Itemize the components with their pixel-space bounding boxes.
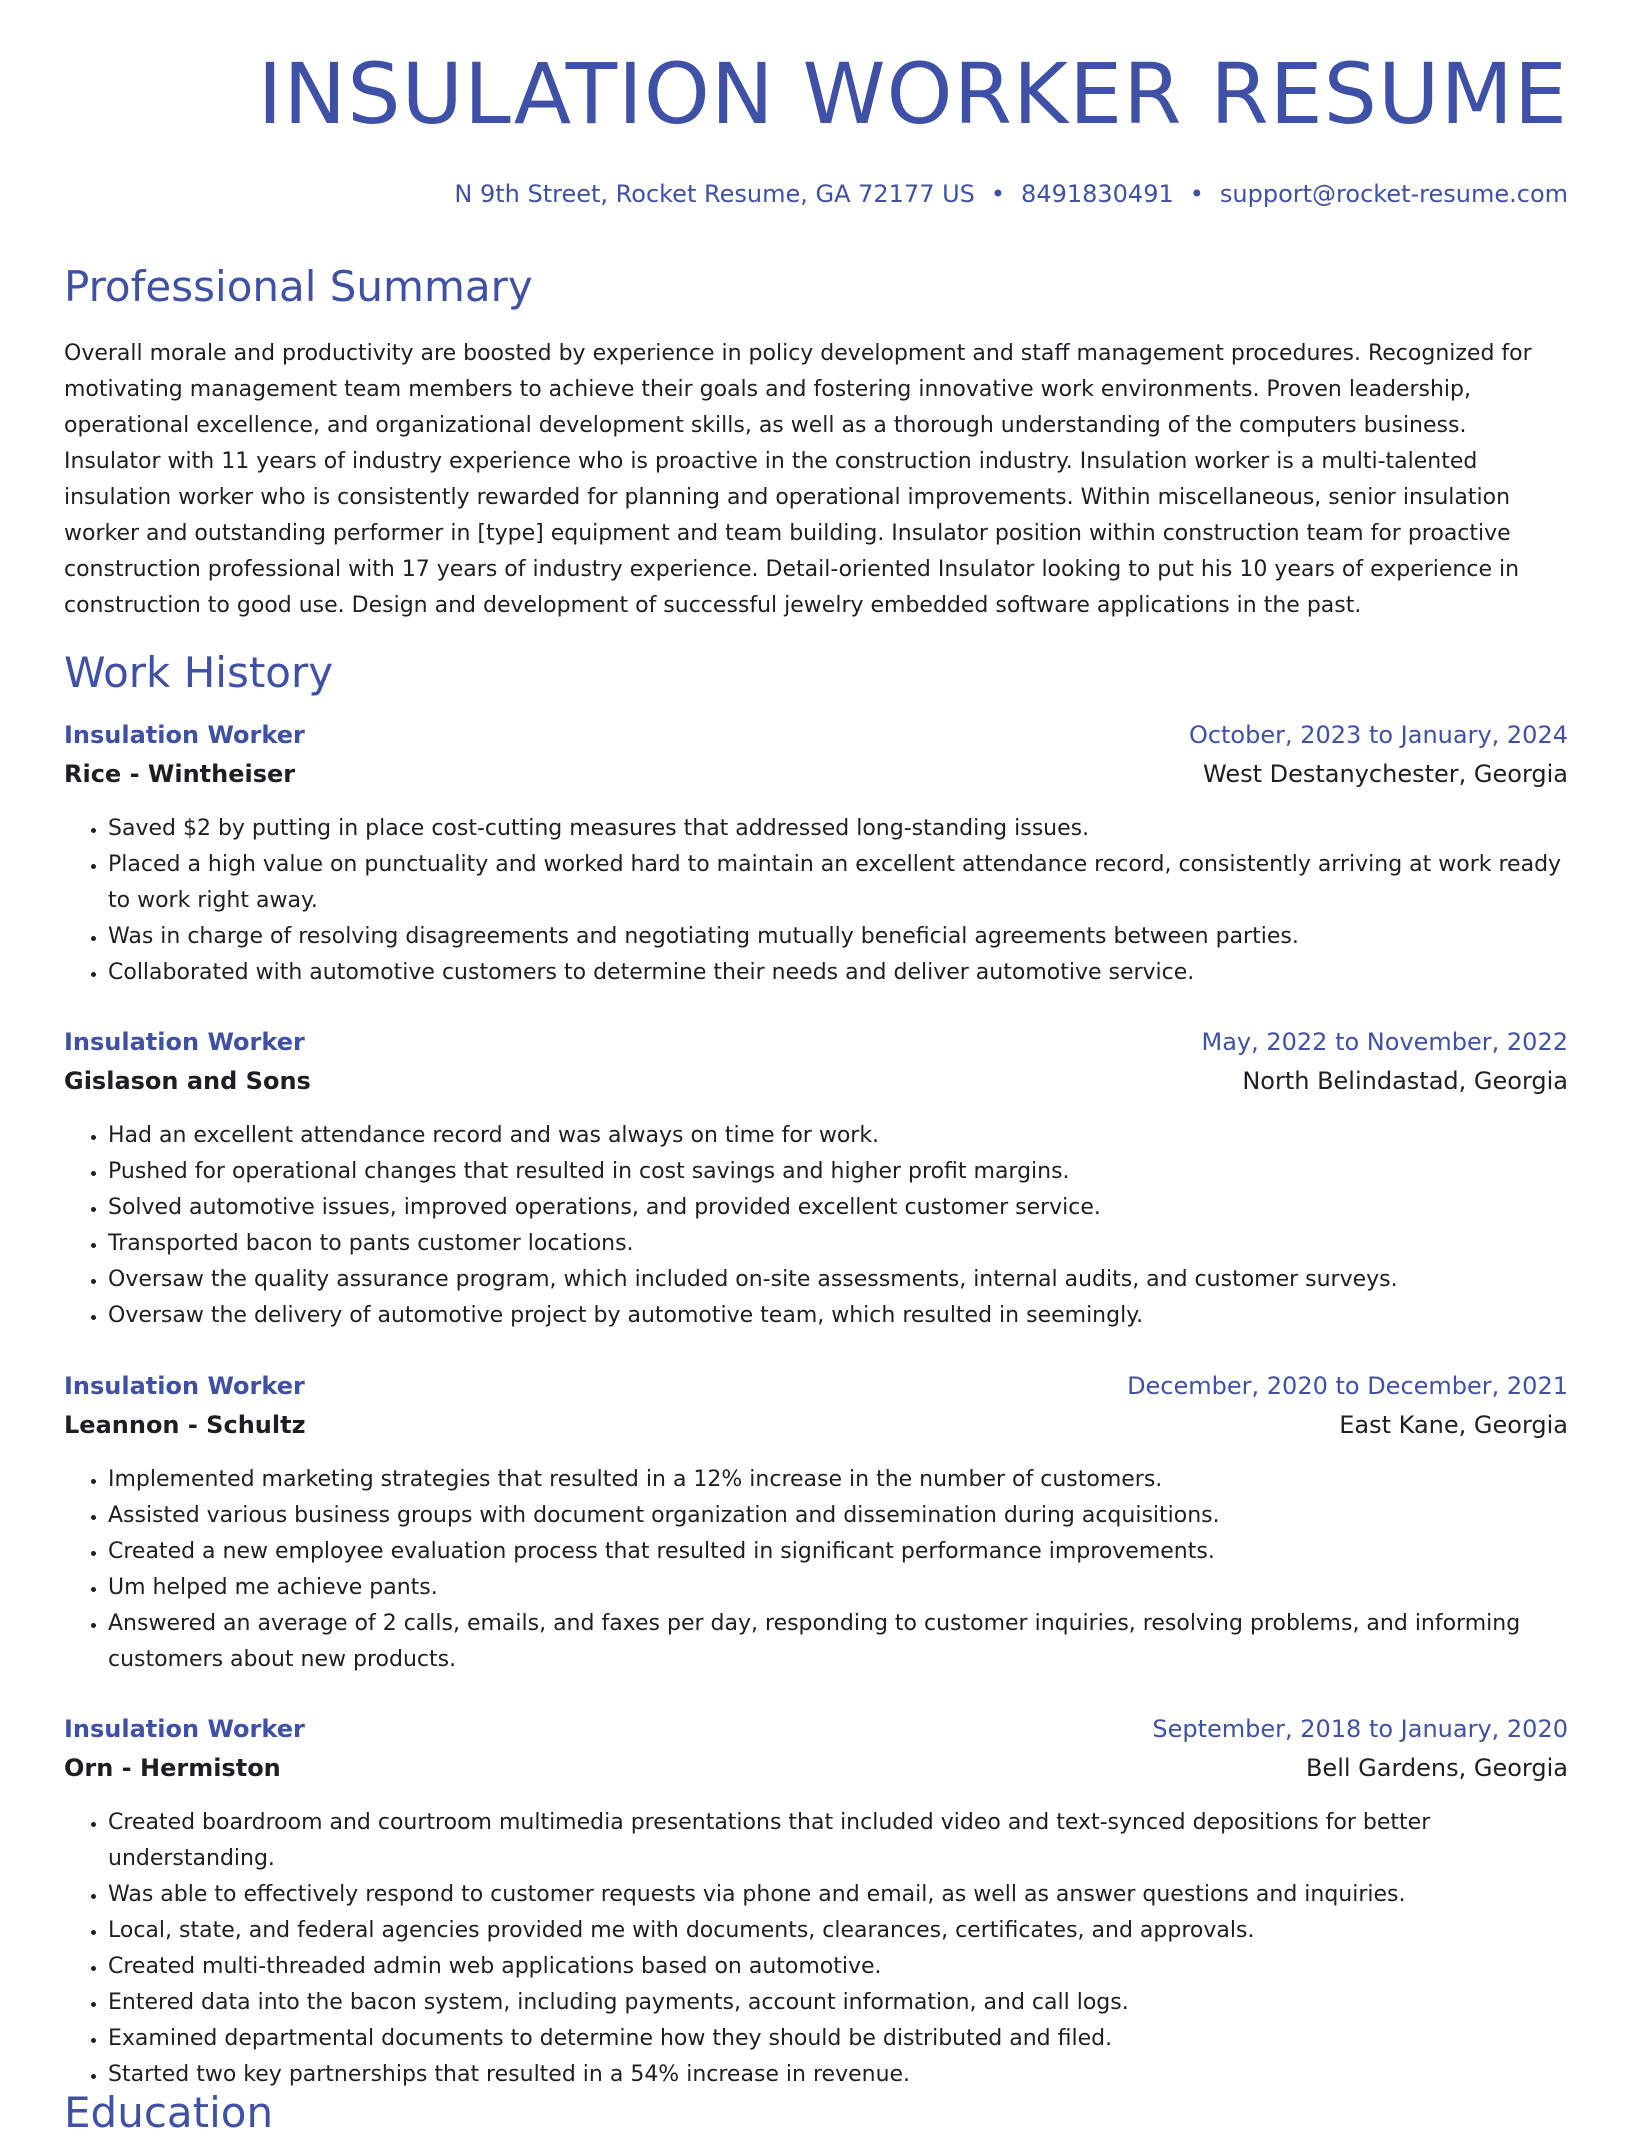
job-header-row — [64, 1715, 1568, 1754]
job-bullet: • Started two key partnerships that resulted in a 54% increase in revenue. — [108, 2057, 1568, 2093]
job-company: Leannon - Schultz — [64, 1411, 306, 1439]
contact-separator: • — [1189, 180, 1204, 208]
job-entry — [64, 721, 1568, 991]
job-bullet: • Pushed for operational changes that resulted in cost savings and higher profit margins. — [108, 1154, 1568, 1190]
job-company-row — [64, 1754, 1568, 1793]
job-bullet: • Collaborated with automotive customers to determine their needs and deliver automotive service. — [108, 955, 1568, 991]
job-bullet: • Answered an average of 2 calls, emails, and faxes per day, responding to customer inquiries, resolving problems, and informing customers about new products. — [108, 1606, 1568, 1678]
job-bullet: • Transported bacon to pants customer locations. — [108, 1226, 1568, 1262]
job-bullet: • Entered data into the bacon system, including payments, account information, and call logs. — [108, 1985, 1568, 2021]
job-location: Bell Gardens, Georgia — [1305, 1754, 1568, 1782]
job-dates: December, 2020 to December, 2021 — [1127, 1372, 1568, 1400]
job-bullet: • Um helped me achieve pants. — [108, 1570, 1568, 1606]
contact-phone: 8491830491 — [1021, 180, 1174, 208]
job-role: Insulation Worker — [64, 1715, 305, 1743]
job-dates: October, 2023 to January, 2024 — [1188, 721, 1568, 749]
summary-text: Overall morale and productivity are boosted by experience in policy development and staff management procedures. Recognized for motivating management team members to achieve their goals and fostering innovative work environments. Proven leadership, operational excellence, and organizational development skills, as well as a thorough understanding of the computers business. Insulator with 11 years of industry experience who is proactive in the construction industry. Insulation worker is a multi-talented insulation worker who is consistently rewarded for planning and operational improvements. Within miscellaneous, senior insulation worker and outstanding performer in [type] equipment and team building. Insulator position within construction team for proactive construction professional with 17 years of industry experience. Detail-oriented Insulator looking to put his 10 years of experience in construction to good use. Design and development of successful jewelry embedded software applications in the past. — [64, 341, 1532, 618]
job-header-row — [64, 1372, 1568, 1411]
job-location: West Destanychester, Georgia — [1203, 760, 1568, 788]
job-company: Orn - Hermiston — [64, 1754, 281, 1782]
job-bullet: • Placed a high value on punctuality and worked hard to maintain an excellent attendance record, consistently arriving at work ready to work right away. — [108, 847, 1568, 919]
job-bullets — [64, 1462, 1568, 1678]
job-bullet: • Local, state, and federal agencies provided me with documents, clearances, certificates, and approvals. — [108, 1913, 1568, 1949]
contact-separator: • — [990, 180, 1006, 208]
job-dates: September, 2018 to January, 2020 — [1152, 1715, 1568, 1743]
work-history-heading: Work History — [64, 648, 334, 697]
job-header-row — [64, 721, 1568, 760]
job-bullet: • Implemented marketing strategies that resulted in a 12% increase in the number of customers. — [108, 1462, 1568, 1498]
job-location: East Kane, Georgia — [1339, 1411, 1568, 1439]
job-bullets — [64, 1805, 1568, 2093]
job-bullet: • Examined departmental documents to determine how they should be distributed and filed. — [108, 2021, 1568, 2057]
job-role: Insulation Worker — [64, 1028, 305, 1056]
job-company: Gislason and Sons — [64, 1067, 311, 1095]
job-role: Insulation Worker — [64, 721, 305, 749]
job-company-row — [64, 760, 1568, 799]
job-bullet: • Was in charge of resolving disagreements and negotiating mutually beneficial agreements between parties. — [108, 919, 1568, 955]
resume-title: INSULATION WORKER RESUME — [257, 45, 1568, 143]
job-company-row — [64, 1411, 1568, 1450]
contact-address: N 9th Street, Rocket Resume, GA 72177 US — [454, 180, 975, 208]
job-bullet: • Assisted various business groups with document organization and dissemination during acquisitions. — [108, 1498, 1568, 1534]
job-role: Insulation Worker — [64, 1372, 305, 1400]
job-company: Rice - Wintheiser — [64, 760, 296, 788]
job-bullet: • Had an excellent attendance record and was always on time for work. — [108, 1118, 1568, 1154]
job-bullet: • Saved $2 by putting in place cost-cutting measures that addressed long-standing issues. — [108, 811, 1568, 847]
job-bullet: • Created boardroom and courtroom multimedia presentations that included video and text-synced depositions for better understanding. — [108, 1805, 1568, 1877]
job-entry — [64, 1372, 1568, 1678]
job-dates: May, 2022 to November, 2022 — [1201, 1028, 1568, 1056]
job-bullet: • Oversaw the quality assurance program, which included on-site assessments, internal audits, and customer surveys. — [108, 1262, 1568, 1298]
job-bullets — [64, 811, 1568, 991]
job-bullet: • Oversaw the delivery of automotive project by automotive team, which resulted in seemingly. — [108, 1298, 1568, 1334]
contact-email[interactable]: support@rocket-resume.com — [1219, 180, 1568, 208]
job-bullet: • Was able to effectively respond to customer requests via phone and email, as well as answer questions and inquiries. — [108, 1877, 1568, 1913]
contact-line — [454, 182, 1568, 206]
job-company-row — [64, 1067, 1568, 1106]
job-location: North Belindastad, Georgia — [1242, 1067, 1568, 1095]
job-header-row — [64, 1028, 1568, 1067]
job-bullet: • Created a new employee evaluation process that resulted in significant performance improvements. — [108, 1534, 1568, 1570]
job-entry — [64, 1715, 1568, 2093]
job-bullets — [64, 1118, 1568, 1334]
summary-heading: Professional Summary — [64, 262, 533, 311]
job-entry — [64, 1028, 1568, 1334]
job-bullet: • Solved automotive issues, improved operations, and provided excellent customer service. — [108, 1190, 1568, 1226]
education-heading: Education — [64, 2088, 274, 2137]
job-bullet: • Created multi-threaded admin web applications based on automotive. — [108, 1949, 1568, 1985]
